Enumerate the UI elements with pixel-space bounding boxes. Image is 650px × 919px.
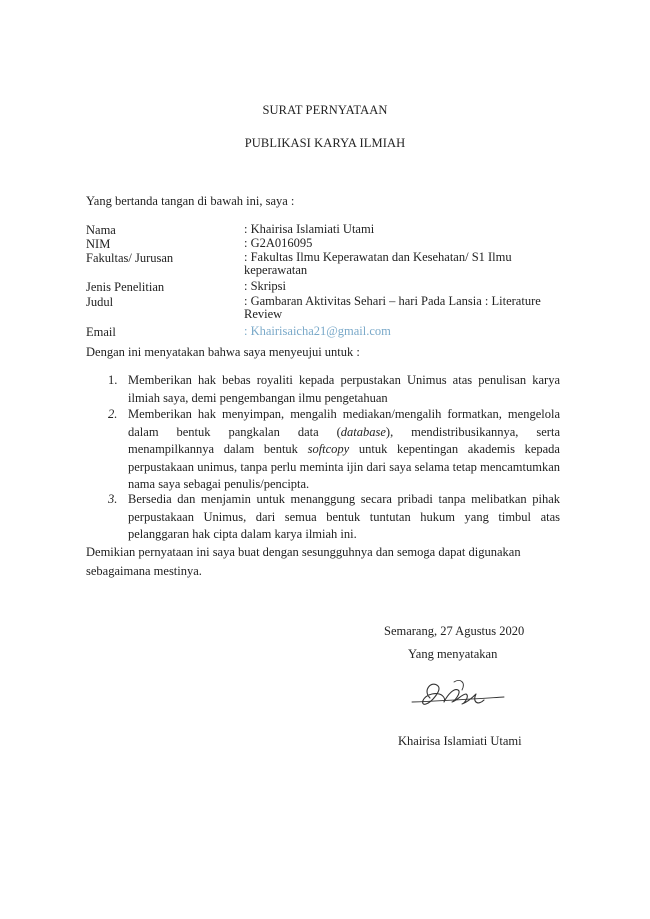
signature-image — [402, 668, 512, 718]
field-value-fakultas: : Fakultas Ilmu Keperawatan dan Kesehatan/ S1 Ilmu keperawatan — [244, 250, 512, 277]
field-label-nama: Nama — [86, 223, 116, 237]
intro-text: Yang bertanda tangan di bawah ini, saya : — [86, 194, 295, 208]
field-label-email: Email — [86, 325, 116, 339]
list-number: 1. — [108, 373, 118, 387]
closing-text: Demikian pernyataan ini saya buat dengan sesungguhnya dan semoga dapat digunakan sebagaimana mestinya. — [86, 545, 521, 578]
italic-term: database — [340, 424, 386, 439]
field-label-jenis: Jenis Penelitian — [86, 280, 165, 294]
text-segment: ), mendistribusikannya, serta menampilkannya dalam bentuk — [128, 424, 560, 457]
list-number: 2. — [108, 407, 118, 421]
field-value-judul: : Gambaran Aktivitas Sehari – hari Pada Lansia : Literature Review — [244, 294, 541, 321]
field-label-judul: Judul — [86, 295, 114, 309]
italic-term: softcopy — [307, 442, 350, 457]
field-value-nim: : G2A016095 — [244, 236, 313, 250]
text-segment: Memberikan hak menyimpan, mengalih mediakan/mengalih formatkan, mengelola dalam bentuk pangkalan data ( — [128, 407, 560, 439]
agree-text: Dengan ini menyatakan bahwa saya menyeujui untuk : — [86, 345, 360, 359]
document-title: SURAT PERNYATAAN — [262, 103, 388, 117]
field-value-jenis: : Skripsi — [244, 279, 287, 293]
text-segment: untuk kepentingan akademis kepada perpustakaan unimus, tanpa perlu meminta ijin dari saya selama tetap mencamtumkan nama saya sebagai penulis/pencipta. — [128, 442, 560, 492]
place-date: Semarang, 27 Agustus 2020 — [384, 624, 525, 638]
list-item-text — [128, 406, 560, 494]
list-item-text: Bersedia dan menjamin untuk menanggung secara pribadi tanpa melibatkan pihak perpustakaan Unimus, dari semua bentuk tuntutan hukum yang timbul atas pelanggaran hak cipta dalam karya ilmiah ini. — [128, 492, 560, 542]
field-label-fakultas: Fakultas/ Jurusan — [86, 251, 174, 265]
list-item-text: Memberikan hak bebas royaliti kepada perpustakan Unimus atas penulisan karya ilmiah saya, demi pengembangan ilmu pengetahuan — [128, 373, 560, 405]
signer-name: Khairisa Islamiati Utami — [398, 734, 522, 748]
field-value-nama: : Khairisa Islamiati Utami — [244, 222, 375, 236]
field-label-nim: NIM — [86, 237, 111, 251]
list-number: 3. — [108, 492, 118, 506]
field-value-email[interactable]: : Khairisaicha21@gmail.com — [244, 324, 391, 338]
signer-role: Yang menyatakan — [408, 647, 498, 661]
document-subtitle: PUBLIKASI KARYA ILMIAH — [244, 136, 406, 150]
